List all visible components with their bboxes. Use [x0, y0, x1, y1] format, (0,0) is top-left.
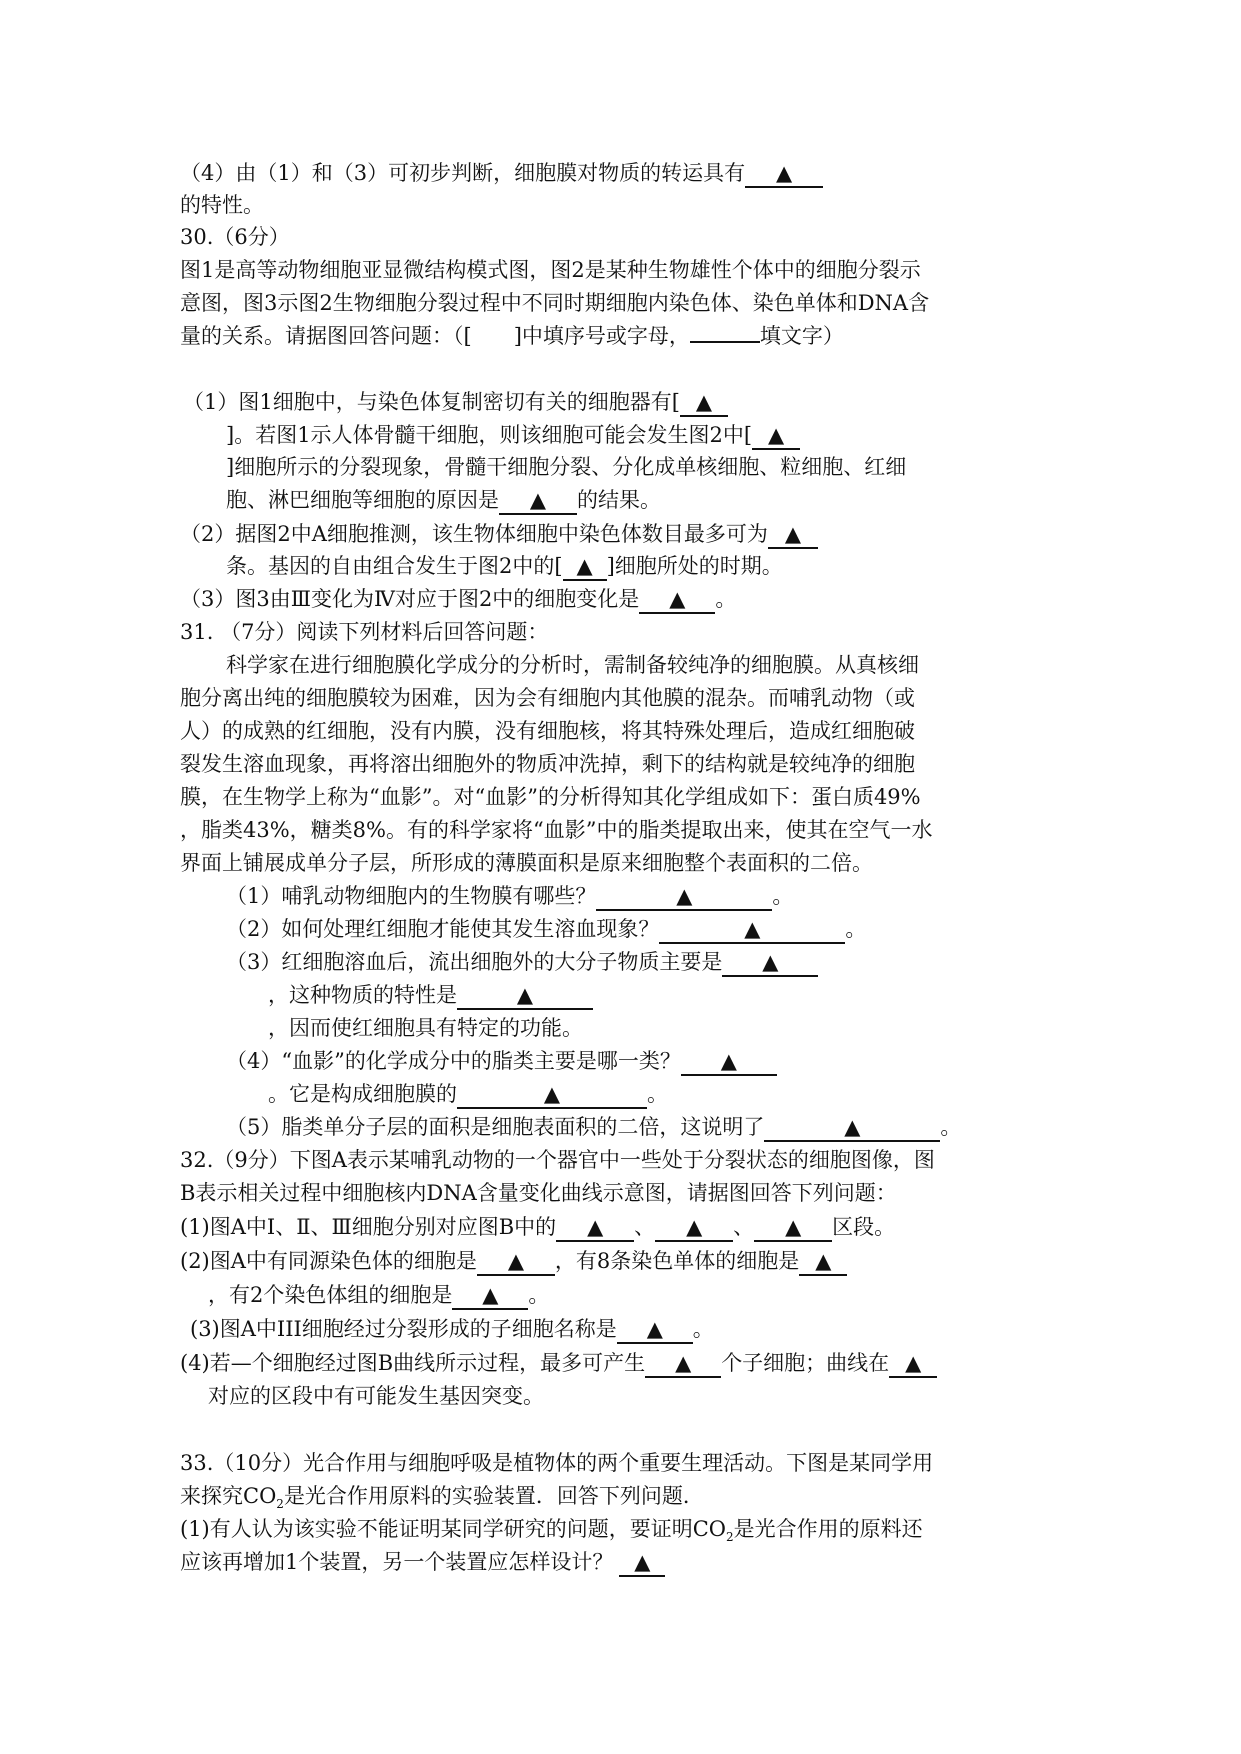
q31-para-6: ，脂类43%，糖类8%。有的科学家将“血影”中的脂类提取出来，使其在空气一水: [180, 818, 933, 842]
q32-heading-1: 32.（9分）下图A表示某哺乳动物的一个器官中一些处于分裂状态的细胞图像，图: [180, 1148, 935, 1172]
q30-intro-2: 意图，图3示图2生物细胞分裂过程中不同时期细胞内染色体、染色单体和DNA含: [180, 291, 930, 315]
q32-3: (3)图A中III细胞经过分裂形成的子细胞名称是 ▲ 。: [190, 1314, 714, 1344]
q31-3-line2: ，这种物质的特性是 ▲: [268, 980, 593, 1010]
q31-5: （5）脂类单分子层的面积是细胞表面积的二倍，这说明了 ▲ 。: [226, 1112, 961, 1142]
answer-blank[interactable]: ▲: [457, 982, 593, 1010]
answer-blank[interactable]: ▲: [681, 1048, 777, 1076]
answer-blank[interactable]: ▲: [639, 586, 715, 614]
q30-3: （3）图3由Ⅲ变化为Ⅳ对应于图2中的细胞变化是 ▲ 。: [180, 584, 736, 614]
answer-blank[interactable]: ▲: [764, 1114, 940, 1142]
q32-2-line2: ，有2个染色体组的细胞是 ▲ 。: [208, 1280, 549, 1310]
q33-heading-1: 33.（10分）光合作用与细胞呼吸是植物体的两个重要生理活动。下图是某同学用: [180, 1451, 934, 1475]
answer-blank[interactable]: ▲: [799, 1248, 847, 1276]
q33-heading-2: 来探究$CO_2$是光合作用原料的实验装置．回答下列问题．: [180, 1484, 704, 1512]
q31-para-5: 膜，在生物学上称为“血影”。对“血影”的分析得知其化学组成如下：蛋白质49%: [180, 785, 921, 809]
answer-blank[interactable]: ▲: [563, 553, 607, 581]
answer-blank[interactable]: ▲: [768, 521, 818, 549]
answer-blank[interactable]: ▲: [452, 1282, 528, 1310]
q30-2-line1: （2）据图2中A细胞推测，该生物体细胞中染色体数目最多可为 ▲: [180, 519, 818, 549]
answer-blank[interactable]: ▲: [752, 422, 800, 450]
q31-2: （2）如何处理红细胞才能使其发生溶血现象？ ▲ 。: [226, 914, 866, 944]
q32-1: (1)图A中Ⅰ、Ⅱ、Ⅲ细胞分别对应图B中的 ▲ 、 ▲ 、 ▲ 区段。: [180, 1212, 895, 1242]
answer-blank[interactable]: ▲: [645, 1350, 721, 1378]
q32-2-line1: (2)图A中有同源染色体的细胞是 ▲ ，有8条染色单体的细胞是 ▲: [180, 1246, 847, 1276]
answer-blank[interactable]: ▲: [556, 1214, 634, 1242]
answer-blank[interactable]: ▲: [617, 1316, 693, 1344]
q31-3-line1: （3）红细胞溶血后，流出细胞外的大分子物质主要是 ▲: [226, 947, 818, 977]
q32-heading-2: B表示相关过程中细胞核内DNA含量变化曲线示意图，请据图回答下列问题：: [180, 1181, 897, 1205]
answer-blank[interactable]: ▲: [745, 160, 823, 188]
subscript-2: 2: [276, 1497, 284, 1512]
q30-1-line3: ]细胞所示的分裂现象，骨髓干细胞分裂、分化成单核细胞、粒细胞、红细: [226, 455, 907, 479]
answer-blank[interactable]: ▲: [754, 1214, 832, 1242]
q31-para-7: 界面上铺展成单分子层，所形成的薄膜面积是原来细胞整个表面积的二倍。: [180, 851, 873, 875]
q30-intro-1: 图1是高等动物细胞亚显微结构模式图，图2是某种生物雄性个体中的细胞分裂示: [180, 258, 921, 282]
answer-blank[interactable]: ▲: [659, 916, 845, 944]
q31-1: （1）哺乳动物细胞内的生物膜有哪些？ ▲ 。: [226, 881, 793, 911]
q31-para-1: 科学家在进行细胞膜化学成分的分析时，需制备较纯净的细胞膜。从真核细: [226, 653, 919, 677]
answer-blank[interactable]: ▲: [722, 949, 818, 977]
q31-para-2: 胞分离出纯的细胞膜较为困难，因为会有细胞内其他膜的混杂。而哺乳动物（或: [180, 686, 915, 710]
q31-4-line1: （4）“血影”的化学成分中的脂类主要是哪一类？ ▲: [226, 1046, 777, 1076]
q31-para-4: 裂发生溶血现象，再将溶出细胞外的物质冲洗掉，剩下的结构就是较纯净的细胞: [180, 752, 915, 776]
q30-1-line2: ]。若图1示人体骨髓干细胞，则该细胞可能会发生图2中[ ▲: [226, 420, 800, 450]
q30-1-line4: 胞、淋巴细胞等细胞的原因是 ▲ 的结果。: [226, 485, 661, 515]
answer-blank[interactable]: ▲: [499, 487, 577, 515]
answer-blank[interactable]: ▲: [655, 1214, 733, 1242]
q30-2-line2: 条。基因的自由组合发生于图2中的[ ▲ ]细胞所处的时期。: [226, 551, 783, 581]
fill-line: [690, 341, 760, 343]
q31-para-3: 人）的成熟的红细胞，没有内膜，没有细胞核，将其特殊处理后，造成红细胞破: [180, 719, 915, 743]
answer-blank[interactable]: ▲: [680, 389, 728, 417]
q30-1-line1: （1）图1细胞中，与染色体复制密切有关的细胞器有[ ▲: [183, 387, 728, 417]
q31-heading: 31. （7分）阅读下列材料后回答问题：: [180, 620, 549, 644]
answer-blank[interactable]: ▲: [457, 1081, 647, 1109]
q33-1-line1: (1)有人认为该实验不能证明某同学研究的问题，要证明$CO_2$是光合作用的原料还: [180, 1517, 923, 1545]
answer-blank[interactable]: ▲: [889, 1350, 937, 1378]
q30-intro-3: 量的关系。请据图回答问题：（[ ]中填序号或字母， 填文字）: [180, 324, 844, 348]
q32-4-line2: 对应的区段中有可能发生基因突变。: [208, 1384, 544, 1408]
q30-heading: 30.（6分）: [180, 225, 290, 249]
q33-1-line2: 应该再增加1个装置，另一个装置应怎样设计？ ▲: [180, 1547, 665, 1577]
subscript-2: 2: [726, 1530, 734, 1545]
answer-blank[interactable]: ▲: [477, 1248, 555, 1276]
answer-blank[interactable]: ▲: [596, 883, 772, 911]
q31-3-line3: ，因而使红细胞具有特定的功能。: [268, 1016, 583, 1040]
q31-4-line2: 。它是构成细胞膜的 ▲ 。: [268, 1079, 668, 1109]
q29-4-line2: 的特性。: [180, 193, 264, 217]
q32-4-line1: (4)若—个细胞经过图B曲线所示过程，最多可产生 ▲ 个子细胞；曲线在 ▲: [180, 1348, 937, 1378]
answer-blank[interactable]: ▲: [619, 1549, 665, 1577]
q29-4-line1: （4）由（1）和（3）可初步判断，细胞膜对物质的转运具有 ▲: [180, 158, 823, 188]
